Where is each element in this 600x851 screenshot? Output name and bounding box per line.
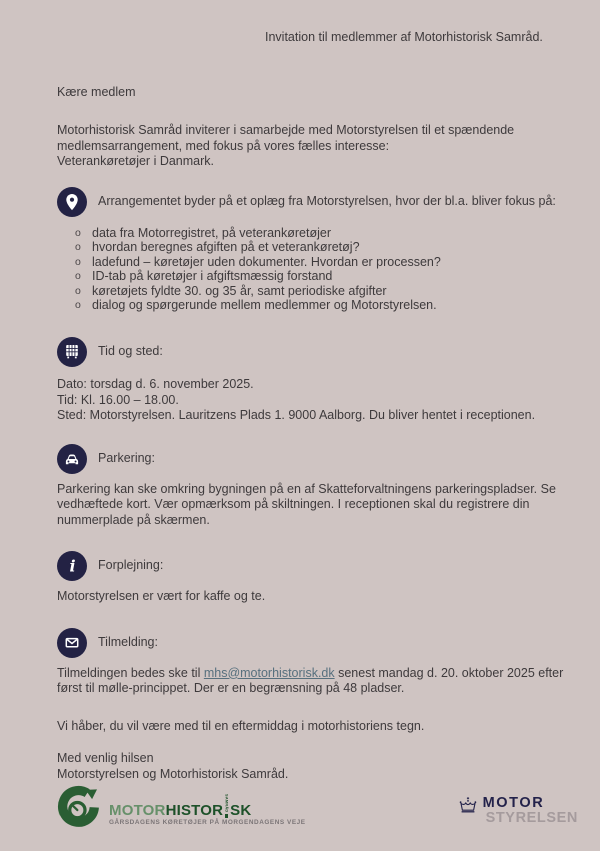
signoff-line2: Motorstyrelsen og Motorhistorisk Samråd. xyxy=(57,766,289,781)
event-time: Tid: Kl. 16.00 – 18.00. xyxy=(57,392,179,407)
signoff-line1: Med venlig hilsen xyxy=(57,751,154,766)
parking-header xyxy=(57,444,572,474)
mst-word-styrelsen: STYRELSEN xyxy=(485,809,578,826)
info-icon xyxy=(57,551,87,581)
list-item: o ladefund – køretøjer uden dokumenter. Hvordan er processen? xyxy=(75,255,572,270)
svg-text:i: i xyxy=(69,556,76,576)
list-item: o ID-tab på køretøjer i afgiftsmæssig forstand xyxy=(75,269,572,284)
time-place-label: Tid og sted: xyxy=(98,344,163,359)
list-item: o køretøjets fyldte 30. og 35 år, samt periodiske afgifter xyxy=(75,284,572,299)
mst-word-motor: MOTOR xyxy=(482,794,545,811)
mhs-letter-i xyxy=(224,794,230,818)
mhs-i-dot xyxy=(225,814,229,819)
motorstyrelsen-logo xyxy=(458,796,578,826)
catering-header xyxy=(57,551,572,581)
time-place-header xyxy=(57,337,572,367)
mhs-word-histor: HISTOR xyxy=(165,802,224,820)
catering-label: Forplejning: xyxy=(98,558,164,573)
registration-label: Tilmelding: xyxy=(98,634,158,649)
location-pin-icon xyxy=(57,187,87,217)
mhs-word-sk: SK xyxy=(230,802,252,820)
registration-header xyxy=(57,628,572,658)
mhs-logo-text xyxy=(109,794,306,827)
agenda-header xyxy=(57,187,572,217)
greeting: Kære medlem xyxy=(57,84,136,99)
list-item: o hvordan beregnes afgiften på et veterankøretøj? xyxy=(75,240,572,255)
registration-text-after: senest mandag d. 20. oktober 2025 efter først til mølle-princippet. Der er en begrænsning på 48 pladser. xyxy=(57,665,564,696)
mst-logo-text xyxy=(483,796,578,826)
mhs-tagline: GÅRSDAGENS KØRETØJER PÅ MORGENDAGENS VEJE xyxy=(109,819,306,827)
signoff xyxy=(57,751,572,782)
parking-label: Parkering: xyxy=(98,450,155,465)
event-place: Sted: Motorstyrelsen. Lauritzens Plads 1. 9000 Aalborg. Du bliver hentet i receptionen. xyxy=(57,408,536,423)
envelope-icon xyxy=(57,628,87,658)
time-place-details xyxy=(57,377,572,424)
event-date: Dato: torsdag d. 6. november 2025. xyxy=(57,377,254,392)
list-item: o data fra Motorregistret, på veterankøretøjer xyxy=(75,226,572,241)
email-link[interactable]: mhs@motorhistorisk.dk xyxy=(203,665,335,680)
registration-text-before: Tilmeldingen bedes ske til xyxy=(57,665,204,680)
parking-text: Parkering kan ske omkring bygningen på en af Skatteforvaltningens parkeringspladser. Se vedhæftede kort. Vær opmærksom på skiltningen. I receptionen skal du registrere din nummerplade på skærmen. xyxy=(57,481,556,527)
mhs-vertical-samraad: SAMRÅD xyxy=(224,794,229,813)
agenda-list xyxy=(57,226,572,314)
agenda-label: Arrangementet byder på et oplæg fra Motorstyrelsen, hvor der bl.a. bliver fokus på: xyxy=(98,193,556,208)
intro-paragraph: Motorhistorisk Samråd inviterer i samarbejde med Motorstyrelsen til et spændende medlemsarrangement, med fokus på vores fælles interesse: xyxy=(57,123,515,153)
mhs-word-motor: MOTOR xyxy=(109,802,166,820)
calendar-icon xyxy=(57,337,87,367)
car-icon xyxy=(57,444,87,474)
motorhistorisk-logo xyxy=(55,785,306,838)
closing-hope: Vi håber, du vil være med til en eftermiddag i motorhistoriens tegn. xyxy=(57,718,425,733)
intro-line2: Veterankøretøjer i Danmark. xyxy=(57,154,214,168)
danish-crown-icon xyxy=(458,796,478,818)
mhs-wordmark xyxy=(109,794,306,818)
mhs-wheel-emblem xyxy=(55,785,103,838)
registration-text xyxy=(57,666,572,697)
catering-text: Motorstyrelsen er vært for kaffe og te. xyxy=(57,589,266,604)
page-title: Invitation til medlemmer af Motorhistorisk Samråd. xyxy=(265,30,543,44)
list-item: o dialog og spørgerunde mellem medlemmer og Motorstyrelsen. xyxy=(75,298,572,313)
footer xyxy=(0,785,600,838)
